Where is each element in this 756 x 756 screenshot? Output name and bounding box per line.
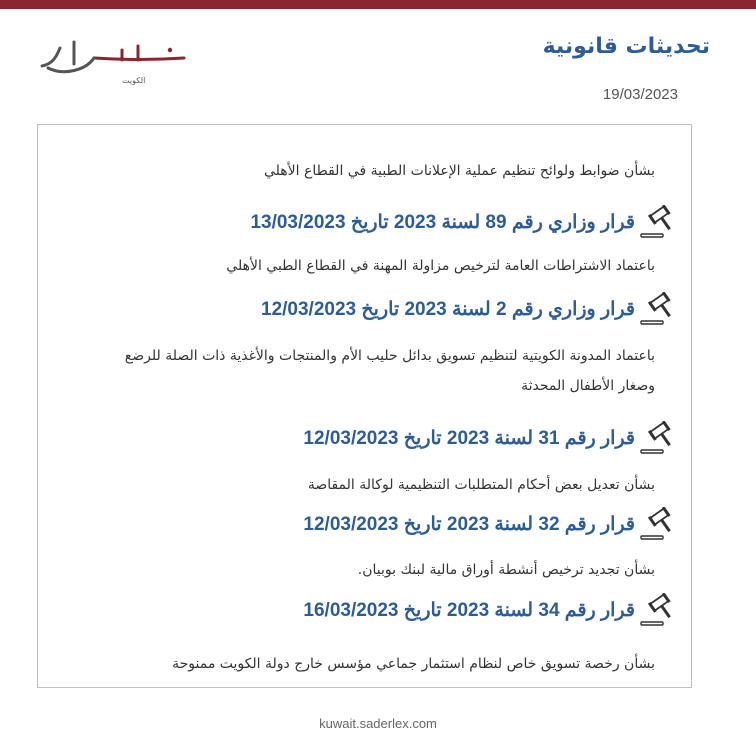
entry-description: بشأن تعديل بعض أحكام المتطلبات التنظيمية لوكالة المقاصة (307, 477, 655, 493)
top-accent-bar (0, 0, 756, 9)
gavel-icon (639, 593, 679, 627)
gavel-icon (639, 205, 679, 239)
entry-heading[interactable] (261, 292, 679, 326)
entry-heading[interactable] (303, 421, 679, 455)
gavel-icon (639, 507, 679, 541)
logo-subtitle: الكويت (122, 76, 146, 85)
entry-description: بشأن رخصة تسويق خاص لنظام استثمار جماعي مؤسس خارج دولة الكويت ممنوحة (172, 656, 655, 672)
entry-title: قرار رقم 34 لسنة 2023 تاريخ 16/03/2023 (303, 599, 635, 621)
logo-mark (34, 38, 190, 88)
entry-title: قرار رقم 31 لسنة 2023 تاريخ 12/03/2023 (303, 427, 635, 449)
entry-description: باعتماد الاشتراطات العامة لترخيص مزاولة المهنة في القطاع الطبي الأهلي (226, 258, 655, 274)
footer-link[interactable]: kuwait.saderlex.com (319, 716, 437, 731)
saderlex-logo[interactable] (34, 38, 190, 88)
gavel-icon (639, 421, 679, 455)
entry-title: قرار رقم 32 لسنة 2023 تاريخ 12/03/2023 (303, 513, 635, 535)
entry-description: باعتماد المدونة الكويتية لتنظيم تسويق بدائل حليب الأم والمنتجات والأغذية ذات الصلة للرضع وصغار الأطفال المحدثة (124, 348, 655, 394)
updates-panel (37, 124, 692, 688)
entry-heading[interactable] (250, 205, 679, 239)
entry-title: قرار وزاري رقم 89 لسنة 2023 تاريخ 13/03/2023 (250, 211, 635, 233)
intro-text: بشأن ضوابط ولوائح تنظيم عملية الإعلانات الطبية في القطاع الأهلي (263, 163, 655, 179)
entry-heading[interactable] (303, 507, 679, 541)
entry-heading[interactable] (303, 593, 679, 627)
page-title: تحديثات قانونية (542, 34, 710, 59)
publish-date: 19/03/2023 (602, 86, 678, 103)
gavel-icon (639, 292, 679, 326)
entry-title: قرار وزاري رقم 2 لسنة 2023 تاريخ 12/03/2023 (261, 298, 635, 320)
entry-description: بشأن تجديد ترخيص أنشطة أوراق مالية لبنك بوبيان. (357, 562, 655, 578)
